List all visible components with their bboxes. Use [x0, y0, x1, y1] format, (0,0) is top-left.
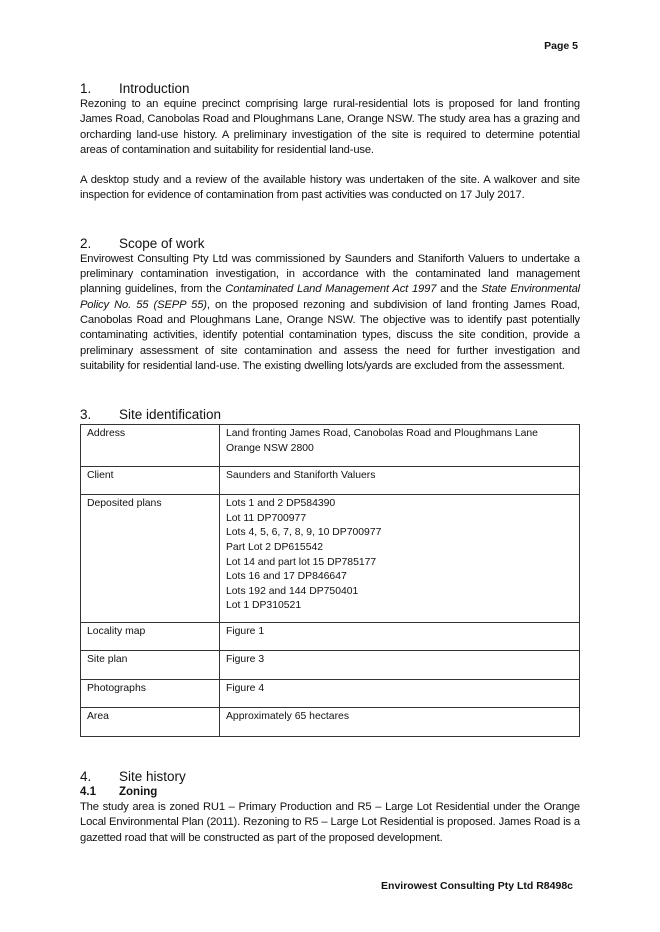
value-line: Approximately 65 hectares: [226, 711, 350, 723]
table-row: [81, 680, 580, 708]
section-number: 2.: [80, 235, 92, 251]
section-title: Scope of work: [119, 235, 205, 251]
value-line: Figure 1: [226, 626, 265, 638]
section-heading-introduction: [80, 80, 580, 97]
section-heading-scope: [80, 235, 580, 252]
section-heading-site-history: [80, 768, 580, 785]
row-value: [220, 467, 580, 495]
value-line: Land fronting James Road, Canobolas Road and Ploughmans Lane: [226, 428, 538, 440]
value-line: Part Lot 2 DP615542: [226, 541, 324, 553]
value-line: Lots 1 and 2 DP584390: [226, 498, 336, 510]
scope-paragraph: [80, 252, 580, 374]
row-value: [220, 708, 580, 737]
section-number: 1.: [80, 81, 92, 96]
zoning-paragraph: The study area is zoned RU1 – Primary Production and R5 – Large Lot Residential under the Orange Local Environmental Plan (2011). Rezoning to R5 – Large Lot Residential is proposed. James Road is a gazetted road that will be constructed as part of the proposed development.: [80, 801, 580, 844]
section-title: Introduction: [119, 81, 190, 96]
subsection-number: 4.1: [80, 786, 96, 799]
table-row: [81, 425, 580, 467]
section-title: Site history: [119, 769, 186, 785]
scope-text: and the: [436, 283, 482, 296]
row-value: [220, 680, 580, 708]
intro-paragraph-2: A desktop study and a review of the available history was undertaken of the site. A walkover and site inspection for evidence of contamination from past activities was conducted on 17 July 2017.: [80, 174, 580, 202]
row-label: Locality map: [81, 623, 220, 651]
value-line: Lots 192 and 144 DP750401: [226, 585, 359, 597]
document-body: [80, 80, 580, 846]
intro-paragraph-1: Rezoning to an equine precinct comprising large rural-residential lots is proposed for land fronting James Road, Canobolas Road and Ploughmans Lane, Orange NSW. The study area has a grazing and orcharding land-use history. A preliminary investigation of the site is required to determine potential areas of contamination and suitability for residential land-use.: [80, 98, 580, 156]
section-number: 3.: [80, 407, 92, 423]
value-line: Figure 4: [226, 683, 265, 695]
value-line: Lot 11 DP700977: [226, 512, 307, 524]
footer-report-reference: Envirowest Consulting Pty Ltd R8498c: [381, 880, 573, 892]
table-row: [81, 623, 580, 651]
row-label: Area: [81, 708, 220, 737]
row-label: Client: [81, 467, 220, 495]
subsection-heading-zoning: [80, 785, 580, 800]
site-identification-table: [80, 424, 580, 737]
row-value: [220, 495, 580, 623]
sepp-reference: State Environmental Policy No. 55 (SEPP 55): [80, 283, 580, 311]
value-line: Figure 3: [226, 654, 265, 666]
table-row: [81, 651, 580, 680]
subsection-title: Zoning: [119, 786, 158, 799]
row-value: [220, 651, 580, 680]
value-line: Orange NSW 2800: [226, 442, 314, 454]
value-line: Lot 1 DP310521: [226, 600, 302, 612]
table-row: [81, 708, 580, 737]
page-number: Page 5: [544, 40, 578, 52]
row-value: [220, 623, 580, 651]
act-reference: Contaminated Land Management Act 1997: [225, 283, 437, 296]
value-line: Lots 16 and 17 DP846647: [226, 571, 347, 583]
table-row: [81, 467, 580, 495]
value-line: Saunders and Staniforth Valuers: [226, 470, 376, 482]
row-label: Site plan: [81, 651, 220, 680]
row-label: Photographs: [81, 680, 220, 708]
section-number: 4.: [80, 769, 92, 785]
row-label: Address: [81, 425, 220, 467]
value-line: Lot 14 and part lot 15 DP785177: [226, 556, 377, 568]
scope-text: , on the proposed rezoning and subdivision of land fronting James Road, Canobolas Road and Ploughmans Lane, Orange NSW. The objective was to identify past potentially contaminating activities, identify potential contamination types, discuss the site condition, provide a preliminary assessment of site contamination and assess the need for further investigation and suitability for residential land-use. The existing dwelling lots/yards are excluded from the assessment.: [80, 298, 580, 372]
section-title: Site identification: [119, 407, 222, 423]
scope-text: Envirowest Consulting Pty Ltd was commissioned by Saunders and Staniforth Valuers to undertake a preliminary contamination investigation, in accordance with the contaminated land management planning guidelines, from the: [80, 252, 580, 296]
value-line: Lots 4, 5, 6, 7, 8, 9, 10 DP700977: [226, 527, 382, 539]
row-label: Deposited plans: [81, 495, 220, 623]
section-heading-site-identification: [80, 406, 580, 423]
table-row: [81, 495, 580, 623]
row-value: [220, 425, 580, 467]
